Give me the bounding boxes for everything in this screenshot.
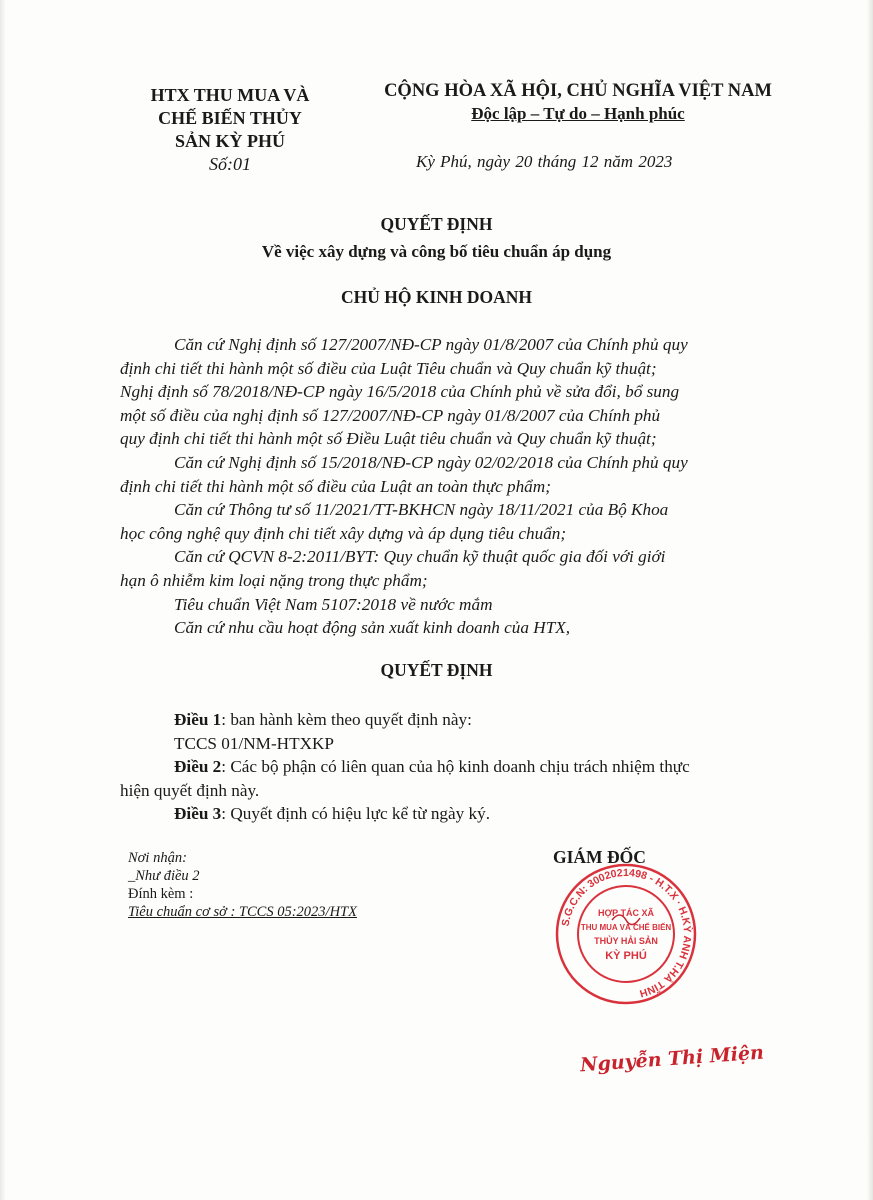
national-header	[352, 79, 804, 125]
article-3-label: Điều 3	[174, 804, 222, 824]
seal-inner-line-2: THU MUA VÀ CHẾ BIẾN	[580, 923, 672, 932]
document-number: Số:01	[209, 154, 251, 174]
article-2-text: : Các bộ phận có liên quan của hộ kinh doanh chịu trách nhiệm thực	[221, 757, 690, 777]
basis-line: một số điều của nghị định số 127/2007/NĐ-CP ngày 01/8/2007 của Chính phủ	[120, 405, 661, 425]
seal-ring-text: S.G.C.N: 3002021498 - H.T.X · H.KỲ ANH T.HÀ TĨNH	[559, 866, 694, 1000]
seal-inner-line-3: THỦY HẢI SẢN	[594, 936, 658, 946]
basis-line: Căn cứ Nghị định số 15/2018/NĐ-CP ngày 02/02/2018 của Chính phủ quy	[174, 452, 688, 472]
article-2-cont: hiện quyết định này.	[120, 780, 260, 800]
decision-heading: QUYẾT ĐỊNH	[380, 660, 493, 680]
basis-line: hạn ô nhiễm kim loại nặng trong thực phẩm;	[120, 570, 428, 590]
basis-line: quy định chi tiết thi hành một số Điều Luật tiêu chuẩn và Quy chuẩn kỹ thuật;	[120, 429, 657, 449]
company-seal	[554, 862, 698, 1006]
issuer-line-3: SẢN KỲ PHÚ	[174, 131, 285, 151]
article-2-label: Điều 2	[174, 757, 222, 777]
basis-line: Căn cứ Thông tư số 11/2021/TT-BKHCN ngày 18/11/2021 của Bộ Khoa	[174, 500, 669, 520]
basis-line: Căn cứ nhu cầu hoạt động sản xuất kinh doanh của HTX,	[174, 618, 571, 638]
basis-line: Căn cứ Nghị định số 127/2007/NĐ-CP ngày 01/8/2007 của Chính phủ quy	[174, 335, 688, 354]
recipient-item: _Như điều 2	[128, 868, 200, 884]
legal-basis	[120, 333, 780, 640]
document-subject: Về việc xây dựng và công bố tiêu chuẩn áp dụng	[261, 242, 612, 261]
articles	[120, 708, 780, 826]
nation-name: CỘNG HÒA XÃ HỘI, CHỦ NGHĨA VIỆT NAM	[384, 81, 772, 101]
article-1-label: Điều 1	[174, 710, 222, 729]
basis-line: định chi tiết thi hành một số điều của Luật Tiêu chuẩn và Quy chuẩn kỹ thuật;	[120, 358, 657, 378]
basis-line: Căn cứ QCVN 8-2:2011/BYT: Quy chuẩn kỹ thuật quốc gia đối với giới	[174, 547, 666, 567]
basis-line: định chi tiết thi hành một số điều của Luật an toàn thực phẩm;	[120, 476, 551, 496]
page-right-edge	[867, 0, 873, 1200]
basis-line: học công nghệ quy định chi tiết xây dựng và áp dụng tiêu chuẩn;	[120, 523, 567, 543]
attachment-item: Tiêu chuẩn cơ sở : TCCS 05:2023/HTX	[128, 904, 357, 920]
signer-position: GIÁM ĐỐC	[553, 847, 646, 867]
recipients-block	[128, 849, 357, 921]
national-motto: Độc lập – Tự do – Hạnh phúc	[471, 104, 685, 123]
document-title: QUYẾT ĐỊNH	[380, 214, 493, 234]
issuer-line-2: CHẾ BIẾN THỦY	[158, 108, 302, 128]
issuer-line-1: HTX THU MUA VÀ	[150, 85, 310, 105]
recipients-label: Nơi nhận:	[128, 850, 187, 866]
article-3	[120, 802, 780, 826]
basis-line: Nghị định số 78/2018/NĐ-CP ngày 16/5/2018 của Chính phủ về sửa đổi, bổ sung	[120, 382, 680, 402]
article-1-code: TCCS 01/NM-HTXKP	[174, 733, 334, 753]
article-2	[120, 755, 780, 779]
seal-inner-ring	[578, 886, 674, 982]
seal-inner-line-1: HỢP TÁC XÃ	[597, 908, 655, 918]
article-1-text: : ban hành kèm theo quyết định này:	[221, 710, 472, 729]
issuer-block	[118, 84, 342, 176]
place-date: Kỳ Phú, ngày 20 tháng 12 năm 2023	[416, 152, 673, 171]
issuing-authority: CHỦ HỘ KINH DOANH	[340, 287, 533, 307]
basis-line: Tiêu chuẩn Việt Nam 5107:2018 về nước mắm	[174, 594, 493, 614]
attachment-label: Đính kèm :	[128, 886, 194, 902]
seal-inner-line-4: KỲ PHÚ	[605, 950, 647, 962]
page-left-edge	[0, 0, 6, 1200]
signer-name: Nguyễn Thị Miện	[579, 1041, 765, 1077]
article-3-text: : Quyết định có hiệu lực kể từ ngày ký.	[221, 804, 491, 824]
article-1	[120, 708, 780, 732]
